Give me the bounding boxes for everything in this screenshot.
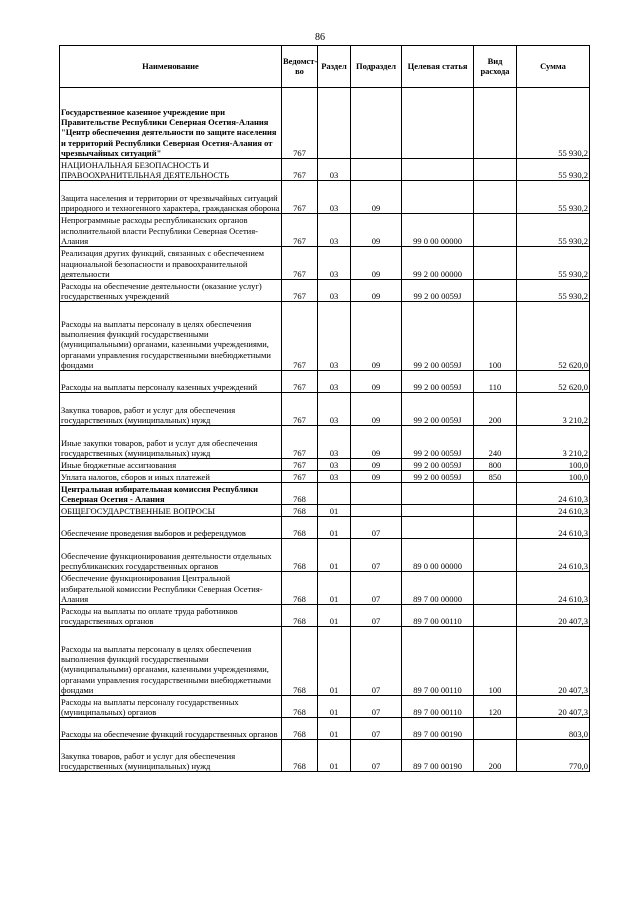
row-vid-cell: [474, 572, 517, 605]
row-name-cell: Центральная избирательная комиссия Республики Северная Осетия - Алания: [60, 483, 282, 505]
row-celevaya-cell: [402, 517, 474, 539]
row-razdel-cell: 01: [318, 740, 351, 772]
row-celevaya-cell: 99 2 00 0059J: [402, 459, 474, 471]
table-row: [60, 483, 590, 505]
row-name-cell: Защита населения и территории от чрезвычайных ситуаций природного и техногенного характера, гражданская оборона: [60, 181, 282, 214]
row-name-cell: Расходы на выплаты по оплате труда работников государственных органов: [60, 605, 282, 627]
row-razdel-cell: 01: [318, 718, 351, 740]
row-name-cell: Расходы на обеспечение функций государственных органов: [60, 718, 282, 740]
row-razdel-cell: 01: [318, 627, 351, 696]
row-vid-cell: [474, 280, 517, 302]
row-razdel-cell: 01: [318, 517, 351, 539]
row-razdel-cell: 03: [318, 214, 351, 247]
row-vedomstvo-cell: 767: [282, 280, 318, 302]
header-vedomstvo: Ведомст-во: [282, 46, 318, 88]
row-celevaya-cell: 99 2 00 0059J: [402, 471, 474, 483]
row-vedomstvo-cell: 768: [282, 517, 318, 539]
row-vedomstvo-cell: 767: [282, 214, 318, 247]
row-vedomstvo-cell: 768: [282, 627, 318, 696]
row-vid-cell: [474, 517, 517, 539]
row-celevaya-cell: [402, 88, 474, 159]
row-podrazdel-cell: [351, 483, 402, 505]
row-vid-cell: [474, 214, 517, 247]
row-podrazdel-cell: [351, 505, 402, 517]
row-celevaya-cell: 89 7 00 00190: [402, 718, 474, 740]
row-vid-cell: [474, 539, 517, 572]
row-name-cell: Иные бюджетные ассигнования: [60, 459, 282, 471]
row-celevaya-cell: 99 0 00 00000: [402, 214, 474, 247]
row-celevaya-cell: 89 7 00 00110: [402, 605, 474, 627]
row-vedomstvo-cell: 767: [282, 459, 318, 471]
row-name-cell: Государственное казенное учреждение при Правительстве Республики Северная Осетия-Алания "Центр обеспечения деятельности по защите населения и территорий Республики Северная Осетия-Алания от чрезвычайных ситуаций": [60, 88, 282, 159]
row-vid-cell: 100: [474, 627, 517, 696]
row-vedomstvo-cell: 768: [282, 572, 318, 605]
row-razdel-cell: 03: [318, 181, 351, 214]
row-podrazdel-cell: 09: [351, 459, 402, 471]
row-celevaya-cell: 99 2 00 0059J: [402, 371, 474, 393]
table-row: [60, 371, 590, 393]
table-row: [60, 696, 590, 718]
row-name-cell: Расходы на выплаты персоналу казенных учреждений: [60, 371, 282, 393]
row-summa-cell: 24 610,3: [517, 505, 590, 517]
row-vid-cell: 100: [474, 302, 517, 371]
table-row: [60, 627, 590, 696]
row-name-cell: Расходы на выплаты персоналу государственных (муниципальных) органов: [60, 696, 282, 718]
row-name-cell: Обеспечение функционирования Центральной избирательной комиссии Республики Северная Осетия-Алания: [60, 572, 282, 605]
row-name-cell: НАЦИОНАЛЬНАЯ БЕЗОПАСНОСТЬ И ПРАВООХРАНИТЕЛЬНАЯ ДЕЯТЕЛЬНОСТЬ: [60, 159, 282, 181]
row-vedomstvo-cell: 767: [282, 471, 318, 483]
table-row: [60, 302, 590, 371]
row-vid-cell: 240: [474, 426, 517, 459]
row-podrazdel-cell: 09: [351, 393, 402, 426]
row-razdel-cell: 03: [318, 471, 351, 483]
row-razdel-cell: 03: [318, 159, 351, 181]
row-vid-cell: [474, 505, 517, 517]
row-razdel-cell: 03: [318, 302, 351, 371]
row-celevaya-cell: 89 7 00 00190: [402, 740, 474, 772]
row-summa-cell: 24 610,3: [517, 539, 590, 572]
row-razdel-cell: 01: [318, 539, 351, 572]
row-celevaya-cell: 99 2 00 0059J: [402, 302, 474, 371]
table-row: [60, 572, 590, 605]
row-summa-cell: 3 210,2: [517, 426, 590, 459]
row-summa-cell: 100,0: [517, 459, 590, 471]
row-razdel-cell: 01: [318, 605, 351, 627]
row-celevaya-cell: [402, 505, 474, 517]
row-summa-cell: 55 930,2: [517, 159, 590, 181]
header-podrazdel: Подраздел: [351, 46, 402, 88]
row-celevaya-cell: 89 7 00 00000: [402, 572, 474, 605]
row-celevaya-cell: 99 2 00 0059J: [402, 280, 474, 302]
row-summa-cell: 24 610,3: [517, 572, 590, 605]
row-vid-cell: 200: [474, 740, 517, 772]
table-row: [60, 539, 590, 572]
row-podrazdel-cell: 09: [351, 471, 402, 483]
row-podrazdel-cell: 07: [351, 718, 402, 740]
row-celevaya-cell: 89 7 00 00110: [402, 696, 474, 718]
table-row: [60, 505, 590, 517]
row-summa-cell: 770,0: [517, 740, 590, 772]
row-name-cell: Расходы на выплаты персоналу в целях обеспечения выполнения функций государственными (муниципальными) органами, казенными учреждениями, органами управления государственными внебюджетными фондами: [60, 627, 282, 696]
row-vedomstvo-cell: 767: [282, 181, 318, 214]
row-vedomstvo-cell: 768: [282, 696, 318, 718]
row-podrazdel-cell: [351, 159, 402, 181]
budget-table: [59, 45, 590, 772]
row-podrazdel-cell: 09: [351, 426, 402, 459]
row-summa-cell: 55 930,2: [517, 247, 590, 280]
row-vid-cell: [474, 88, 517, 159]
row-celevaya-cell: 89 7 00 00110: [402, 627, 474, 696]
row-name-cell: Непрограммные расходы республиканских органов исполнительной власти Республики Северная Осетия-Алания: [60, 214, 282, 247]
row-vedomstvo-cell: 768: [282, 605, 318, 627]
row-razdel-cell: 03: [318, 426, 351, 459]
row-celevaya-cell: [402, 181, 474, 214]
row-vedomstvo-cell: 768: [282, 505, 318, 517]
row-summa-cell: 20 407,3: [517, 605, 590, 627]
row-razdel-cell: [318, 88, 351, 159]
row-vedomstvo-cell: 767: [282, 159, 318, 181]
row-name-cell: Закупка товаров, работ и услуг для обеспечения государственных (муниципальных) нужд: [60, 740, 282, 772]
table-row: [60, 517, 590, 539]
row-razdel-cell: 01: [318, 572, 351, 605]
row-vid-cell: [474, 483, 517, 505]
row-celevaya-cell: 89 0 00 00000: [402, 539, 474, 572]
row-podrazdel-cell: 09: [351, 371, 402, 393]
row-vid-cell: [474, 181, 517, 214]
row-vid-cell: 200: [474, 393, 517, 426]
row-summa-cell: 20 407,3: [517, 696, 590, 718]
row-summa-cell: 52 620,0: [517, 371, 590, 393]
table-row: [60, 740, 590, 772]
row-name-cell: Расходы на выплаты персоналу в целях обеспечения выполнения функций государственными (муниципальными) органами, казенными учреждениями, органами управления государственными внебюджетными фондами: [60, 302, 282, 371]
row-summa-cell: 24 610,3: [517, 517, 590, 539]
header-vid: Вид расхода: [474, 46, 517, 88]
row-podrazdel-cell: 09: [351, 247, 402, 280]
header-razdel: Раздел: [318, 46, 351, 88]
row-summa-cell: 3 210,2: [517, 393, 590, 426]
row-razdel-cell: 01: [318, 505, 351, 517]
row-name-cell: Уплата налогов, сборов и иных платежей: [60, 471, 282, 483]
row-vedomstvo-cell: 768: [282, 718, 318, 740]
row-podrazdel-cell: 07: [351, 605, 402, 627]
row-razdel-cell: 03: [318, 247, 351, 280]
table-row: [60, 214, 590, 247]
row-podrazdel-cell: 07: [351, 696, 402, 718]
row-vedomstvo-cell: 768: [282, 539, 318, 572]
row-name-cell: ОБЩЕГОСУДАРСТВЕННЫЕ ВОПРОСЫ: [60, 505, 282, 517]
row-podrazdel-cell: 07: [351, 740, 402, 772]
table-row: [60, 88, 590, 159]
row-celevaya-cell: [402, 483, 474, 505]
table-row: [60, 280, 590, 302]
row-vedomstvo-cell: 767: [282, 302, 318, 371]
table-row: [60, 159, 590, 181]
row-name-cell: Реализация других функций, связанных с обеспечением национальной безопасности и правоохранительной деятельности: [60, 247, 282, 280]
row-razdel-cell: 03: [318, 459, 351, 471]
row-vid-cell: 800: [474, 459, 517, 471]
row-vedomstvo-cell: 767: [282, 426, 318, 459]
header-celevaya: Целевая статья: [402, 46, 474, 88]
row-name-cell: Расходы на обеспечение деятельности (оказание услуг) государственных учреждений: [60, 280, 282, 302]
row-podrazdel-cell: 09: [351, 214, 402, 247]
row-podrazdel-cell: 07: [351, 539, 402, 572]
row-summa-cell: 52 620,0: [517, 302, 590, 371]
table-row: [60, 459, 590, 471]
row-summa-cell: 24 610,3: [517, 483, 590, 505]
table-row: [60, 471, 590, 483]
row-vedomstvo-cell: 768: [282, 483, 318, 505]
row-summa-cell: 803,0: [517, 718, 590, 740]
row-razdel-cell: 01: [318, 696, 351, 718]
row-podrazdel-cell: [351, 88, 402, 159]
header-summa: Сумма: [517, 46, 590, 88]
row-celevaya-cell: [402, 159, 474, 181]
row-podrazdel-cell: 07: [351, 517, 402, 539]
row-podrazdel-cell: 09: [351, 181, 402, 214]
row-vedomstvo-cell: 767: [282, 371, 318, 393]
row-vedomstvo-cell: 767: [282, 247, 318, 280]
row-podrazdel-cell: 09: [351, 280, 402, 302]
row-vid-cell: 120: [474, 696, 517, 718]
table-row: [60, 393, 590, 426]
row-summa-cell: 55 930,2: [517, 181, 590, 214]
row-vid-cell: [474, 247, 517, 280]
row-vedomstvo-cell: 767: [282, 393, 318, 426]
row-celevaya-cell: 99 2 00 00000: [402, 247, 474, 280]
row-podrazdel-cell: 09: [351, 302, 402, 371]
row-podrazdel-cell: 07: [351, 572, 402, 605]
row-vid-cell: 850: [474, 471, 517, 483]
row-celevaya-cell: 99 2 00 0059J: [402, 393, 474, 426]
row-summa-cell: 55 930,2: [517, 214, 590, 247]
table-row: [60, 605, 590, 627]
row-razdel-cell: 03: [318, 280, 351, 302]
row-summa-cell: 100,0: [517, 471, 590, 483]
header-name: Наименование: [60, 46, 282, 88]
table-row: [60, 181, 590, 214]
row-vid-cell: 110: [474, 371, 517, 393]
row-podrazdel-cell: 07: [351, 627, 402, 696]
row-summa-cell: 55 930,2: [517, 280, 590, 302]
row-summa-cell: 55 930,2: [517, 88, 590, 159]
row-vid-cell: [474, 159, 517, 181]
table-row: [60, 426, 590, 459]
row-razdel-cell: 03: [318, 371, 351, 393]
row-celevaya-cell: 99 2 00 0059J: [402, 426, 474, 459]
row-name-cell: Обеспечение функционирования деятельности отдельных республиканских государственных органов: [60, 539, 282, 572]
row-vid-cell: [474, 718, 517, 740]
row-razdel-cell: 03: [318, 393, 351, 426]
row-vid-cell: [474, 605, 517, 627]
table-row: [60, 718, 590, 740]
row-razdel-cell: [318, 483, 351, 505]
table-row: [60, 247, 590, 280]
page-number: 86: [315, 32, 325, 43]
row-name-cell: Обеспечение проведения выборов и референдумов: [60, 517, 282, 539]
row-vedomstvo-cell: 767: [282, 88, 318, 159]
row-summa-cell: 20 407,3: [517, 627, 590, 696]
header-row: [60, 46, 590, 88]
row-name-cell: Иные закупки товаров, работ и услуг для обеспечения государственных (муниципальных) нужд: [60, 426, 282, 459]
row-name-cell: Закупка товаров, работ и услуг для обеспечения государственных (муниципальных) нужд: [60, 393, 282, 426]
row-vedomstvo-cell: 768: [282, 740, 318, 772]
